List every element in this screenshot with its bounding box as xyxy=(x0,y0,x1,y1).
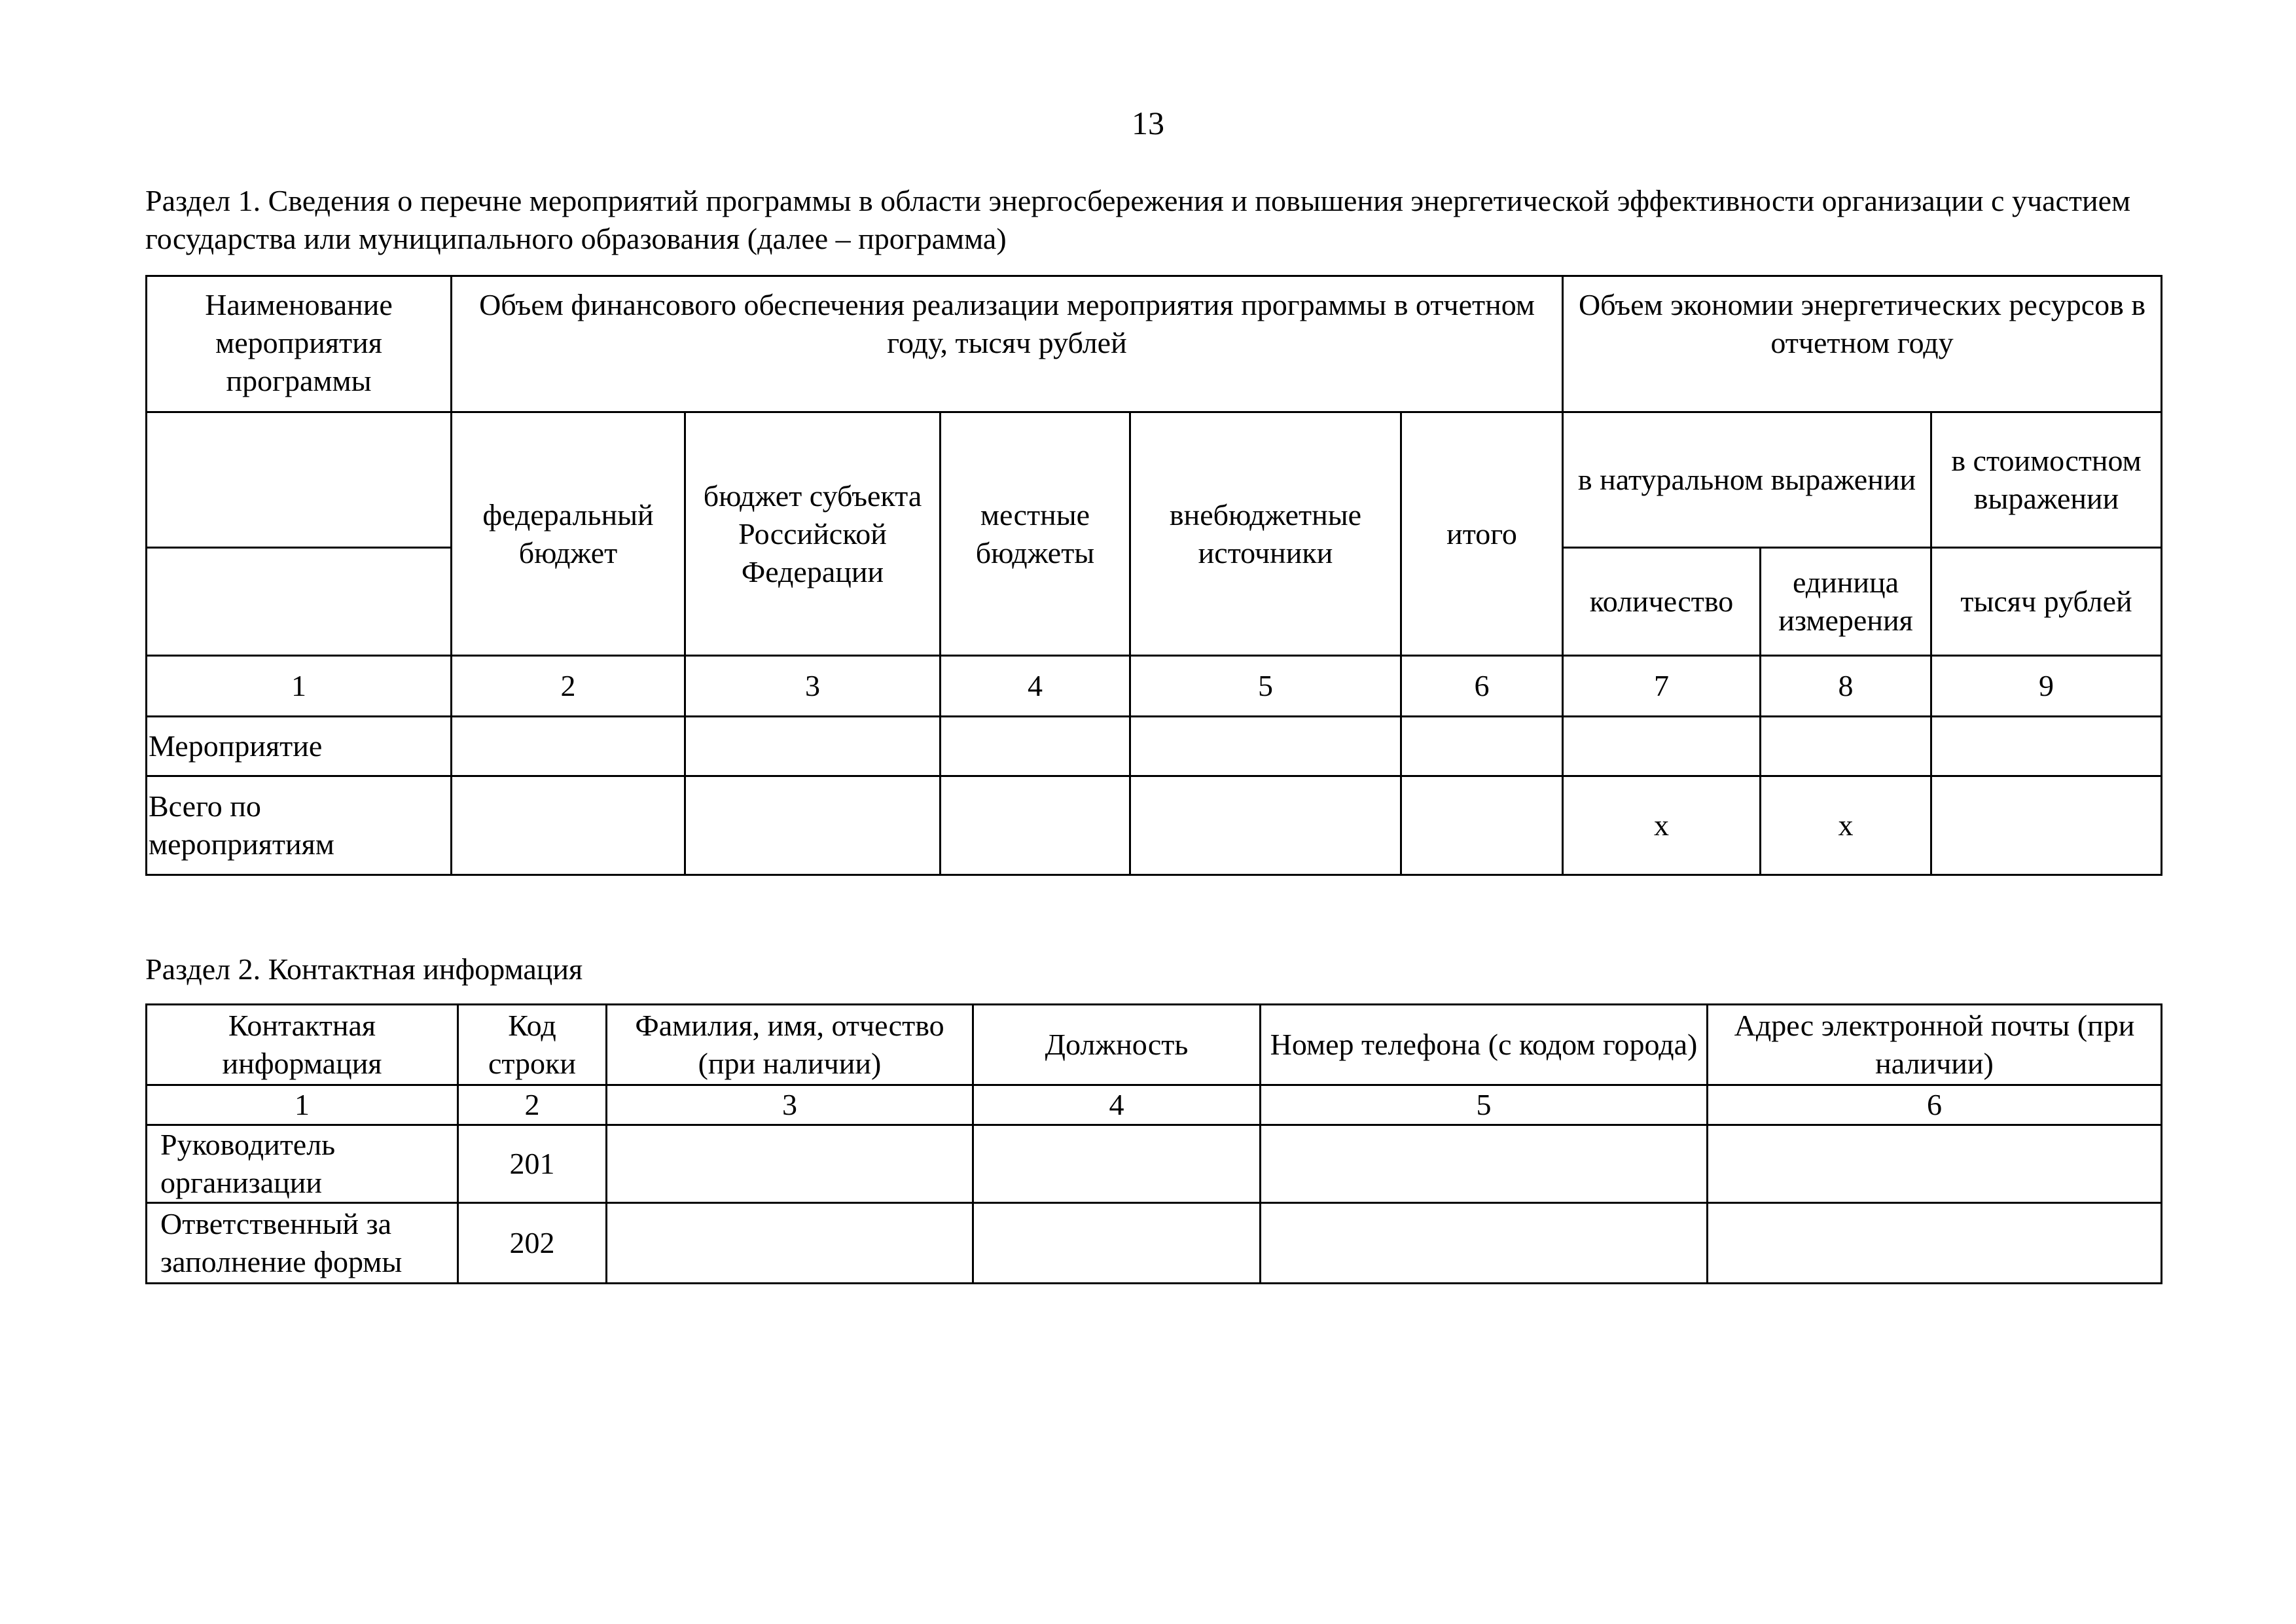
header-email: Адрес электронной почты (при наличии) xyxy=(1708,1005,2162,1085)
table-cell[interactable] xyxy=(941,776,1130,875)
table-cell[interactable] xyxy=(685,717,941,776)
row-label-total: Всего по мероприятиям xyxy=(147,776,452,875)
column-number: 3 xyxy=(685,656,941,717)
table-cell[interactable] xyxy=(607,1125,973,1203)
row-label-responsible: Ответственный за заполнение формы xyxy=(147,1203,458,1284)
header-empty-cell xyxy=(147,548,452,656)
header-thousand-rubles: тысяч рублей xyxy=(1931,548,2162,656)
section1-title: Раздел 1. Сведения о перечне мероприятий программы в области энергосбережения и повышения энергетической эффективности организации с участием государства или муниципального образования (далее – программа) xyxy=(145,184,2131,255)
header-cost-terms: в стоимостном выражении xyxy=(1931,412,2162,548)
not-applicable-mark: х xyxy=(1761,776,1931,875)
row-code: 202 xyxy=(458,1203,607,1284)
table-cell[interactable] xyxy=(1401,776,1563,875)
header-total: итого xyxy=(1401,412,1563,656)
table-cell[interactable] xyxy=(973,1203,1261,1284)
not-applicable-mark: х xyxy=(1563,776,1761,875)
table-cell[interactable] xyxy=(941,717,1130,776)
header-federal-budget: федеральный бюджет xyxy=(452,412,685,656)
column-number: 5 xyxy=(1261,1085,1708,1125)
header-activity-name: Наименование мероприятия программы xyxy=(147,276,452,412)
header-natural-terms: в натуральном выражении xyxy=(1563,412,1931,548)
column-number: 5 xyxy=(1130,656,1401,717)
table-cell[interactable] xyxy=(607,1203,973,1284)
table-cell[interactable] xyxy=(452,776,685,875)
header-local-budgets: местные бюджеты xyxy=(941,412,1130,656)
table-cell[interactable] xyxy=(1708,1125,2162,1203)
contact-info-table xyxy=(145,1003,2162,1284)
column-number: 6 xyxy=(1708,1085,2162,1125)
page-number: 13 xyxy=(1132,105,1164,141)
header-quantity: количество xyxy=(1563,548,1761,656)
header-phone: Номер телефона (с кодом города) xyxy=(1261,1005,1708,1085)
header-unit: единица измерения xyxy=(1761,548,1931,656)
column-number: 3 xyxy=(607,1085,973,1125)
column-number: 2 xyxy=(452,656,685,717)
header-savings: Объем экономии энергетических ресурсов в отчетном году xyxy=(1563,276,2162,412)
header-position: Должность xyxy=(973,1005,1261,1085)
header-extrabudgetary-sources: внебюджетные источники xyxy=(1130,412,1401,656)
header-financing: Объем финансового обеспечения реализации мероприятия программы в отчетном году, тысяч рублей xyxy=(452,276,1563,412)
column-number: 7 xyxy=(1563,656,1761,717)
table-cell[interactable] xyxy=(1130,717,1401,776)
table-cell[interactable] xyxy=(1130,776,1401,875)
table-cell[interactable] xyxy=(973,1125,1261,1203)
header-empty-cell xyxy=(147,412,452,548)
column-number: 1 xyxy=(147,656,452,717)
column-number: 6 xyxy=(1401,656,1563,717)
column-number: 8 xyxy=(1761,656,1931,717)
table-cell[interactable] xyxy=(452,717,685,776)
table-cell[interactable] xyxy=(1261,1125,1708,1203)
table-cell[interactable] xyxy=(1708,1203,2162,1284)
program-activities-table xyxy=(145,275,2162,876)
header-contact-info: Контактная информация xyxy=(147,1005,458,1085)
header-row-code: Код строки xyxy=(458,1005,607,1085)
column-number: 2 xyxy=(458,1085,607,1125)
table-cell[interactable] xyxy=(685,776,941,875)
table-cell[interactable] xyxy=(1563,717,1761,776)
row-label-activity: Мероприятие xyxy=(147,717,452,776)
header-full-name: Фамилия, имя, отчество (при наличии) xyxy=(607,1005,973,1085)
section2-title: Раздел 2. Контактная информация xyxy=(145,952,583,986)
column-number: 4 xyxy=(941,656,1130,717)
column-number: 4 xyxy=(973,1085,1261,1125)
table-cell[interactable] xyxy=(1261,1203,1708,1284)
column-number: 9 xyxy=(1931,656,2162,717)
table-cell[interactable] xyxy=(1761,717,1931,776)
table-cell[interactable] xyxy=(1401,717,1563,776)
row-label-head: Руководитель организации xyxy=(147,1125,458,1203)
table-cell[interactable] xyxy=(1931,776,2162,875)
column-number: 1 xyxy=(147,1085,458,1125)
row-code: 201 xyxy=(458,1125,607,1203)
table-cell[interactable] xyxy=(1931,717,2162,776)
header-subject-budget: бюджет субъекта Российской Федерации xyxy=(685,412,941,656)
